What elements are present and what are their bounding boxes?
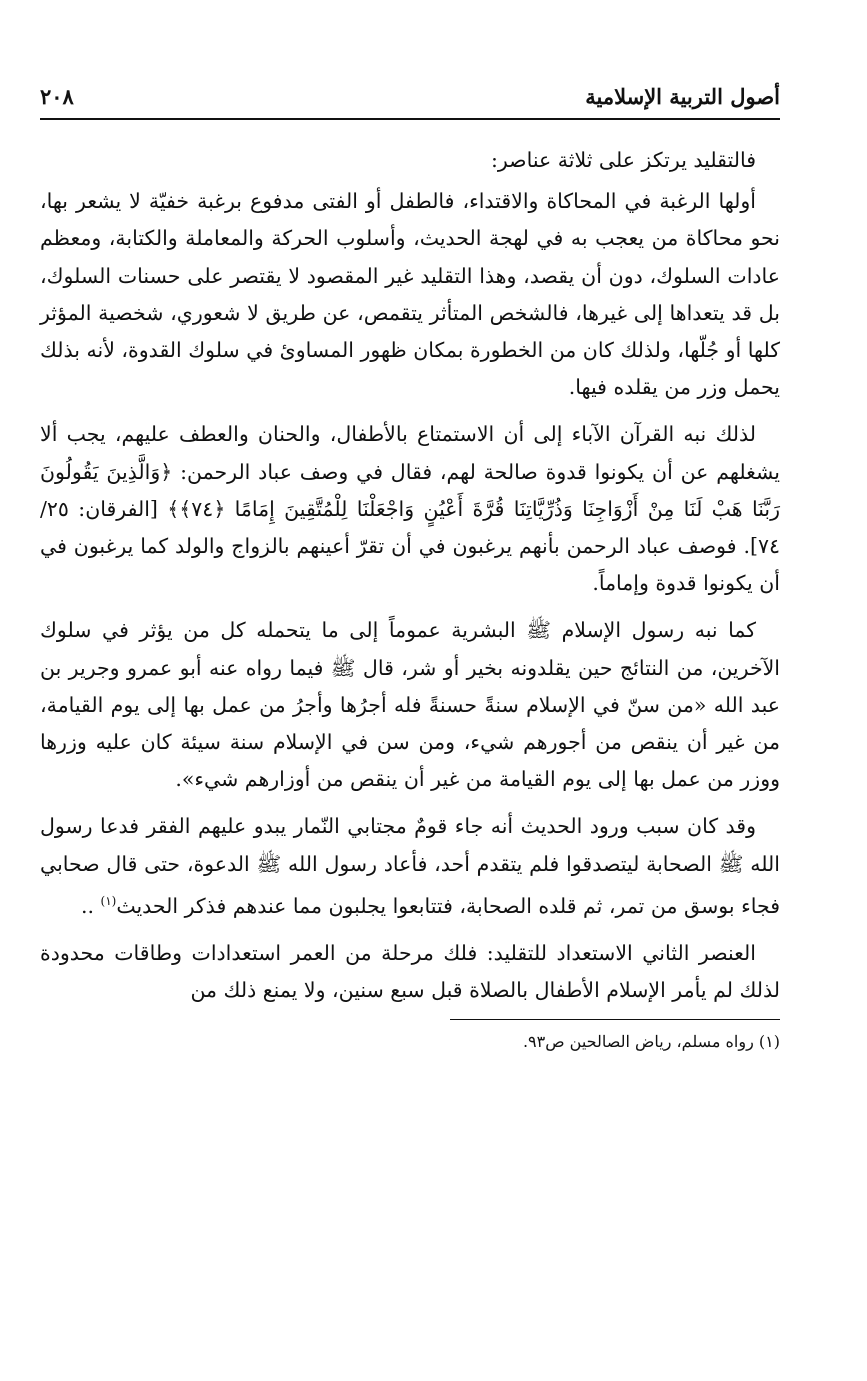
book-title: أصول التربية الإسلامية (585, 84, 780, 109)
paragraph-hadith-context (40, 808, 780, 924)
body-text (40, 142, 780, 1009)
footnote-separator (450, 1019, 780, 1020)
paragraph-quran-verse: لذلك نبه القرآن الآباء إلى أن الاستمتاع بالأطفال، والحنان والعطف عليهم، يجب ألا يشغلهم عن أن يكونوا قدوة صالحة لهم، فقال في وصف عباد الرحمن: ﴿وَالَّذِينَ يَقُولُونَ رَبَّنَا هَبْ لَنَا مِنْ أَزْوَاجِنَا وَذُرِّيَّاتِنَا قُرَّةَ أَعْيُنٍ وَاجْعَلْنَا لِلْمُتَّقِينَ إِمَامًا ﴿٧٤﴾﴾ [الفرقان: ٢٥/ ٧٤]. فوصف عباد الرحمن بأنهم يرغبون في أن تقرّ أعينهم بالزواج والولد كما يرغبون في أن يكونوا قدوة وإماماً. (40, 422, 780, 596)
footnote-reference: (١) (100, 893, 117, 908)
page-header (40, 78, 780, 120)
paragraph-hadith: كما نبه رسول الإسلام ﷺ البشرية عموماً إلى ما يتحمله كل من يؤثر في سلوك الآخرين، من النتائج حين يقلدونه بخير أو شر، قال ﷺ فيما رواه عنه أبو عمرو وجرير بن عبد الله «من سنّ في الإسلام سنةً حسنةً فله أجرُها وأجرُ من عمل بها إلى يوم القيامة، من غير أن ينقص من أجورهم شيء، ومن سن في الإسلام سنة سيئة كان عليه وزرها ووزر من عمل بها إلى يوم القيامة من غير أن ينقص من أوزارهم شيء». (40, 618, 780, 792)
book-page (40, 78, 780, 1056)
paragraph-intro: فالتقليد يرتكز على ثلاثة عناصر: (490, 148, 756, 172)
paragraph-hadith-context-text: وقد كان سبب ورود الحديث أنه جاء قومٌ مجتابي النّمار يبدو عليهم الفقر فدعا رسول الله ﷺ الصحابة ليتصدقوا فلم يتقدم أحد، فأعاد رسول الله ﷺ الدعوة، حتى قال صحابي فجاء بوسق من تمر، ثم قلده الصحابة، فتتابعوا يجلبون مما عندهم فذكر الحديث (40, 814, 780, 918)
page-number: ٢٠٨ (40, 84, 74, 109)
paragraph-imitation-desire: أولها الرغبة في المحاكاة والاقتداء، فالطفل أو الفتى مدفوع برغبة خفيّة لا يشعر بها، نحو محاكاة من يعجب به في لهجة الحديث، وأسلوب الحركة والمعاملة والكتابة، ومعظم عادات السلوك، دون أن يقصد، وهذا التقليد غير المقصود لا يقتصر على حسنات السلوك، بل قد يتعداها إلى غيرها، فالشخص المتأثر يتقمص، عن طريق لا شعوري، شخصية المؤثر كلها أو جُلّها، ولذلك كان من الخطورة بمكان ظهور المساوئ في سلوك القدوة، لأنه بذلك يحمل وزر من يقلده فيها. (40, 189, 780, 400)
paragraph-hadith-context-tail: .. (80, 893, 101, 918)
paragraph-readiness: العنصر الثاني الاستعداد للتقليد: فلك مرحلة من العمر استعدادات وطاقات محدودة لذلك لم يأمر الإسلام الأطفال بالصلاة قبل سبع سنين، ولا يمنع ذلك من (40, 940, 780, 1003)
footnote: (١) رواه مسلم، رياض الصالحين ص٩٣. (522, 1032, 780, 1052)
